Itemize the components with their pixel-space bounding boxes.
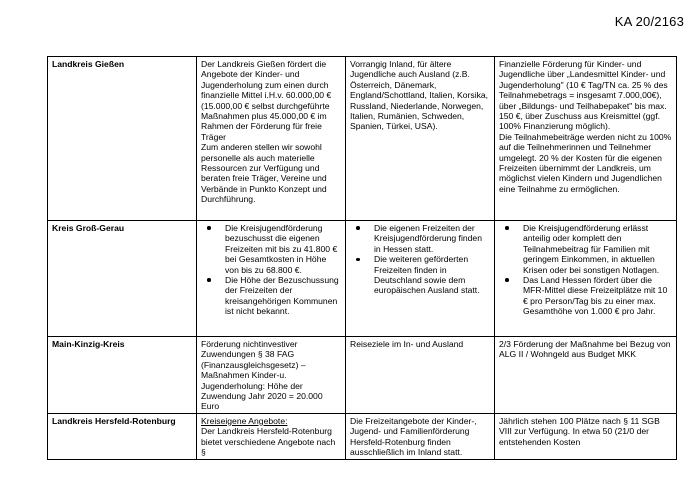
cell-text: Zum anderen stellen wir sowohl personelle als auch materielle Ressourcen zur Verfügung und beraten freie Träger, Vereine und Verbände in Punkto Konzept und Durchführung. <box>201 142 327 205</box>
list-item: Die Höhe der Bezuschussung der Freizeiten der kreisangehörigen Kommunen ist nicht bekannt. <box>219 275 341 317</box>
cell-heading: Kreiseigene Angebote: <box>201 415 288 426</box>
funding-cell <box>197 221 346 337</box>
bullet-list <box>201 223 341 317</box>
cell-text: Der Landkreis Gießen fördert die Angebote der Kinder- und Jugenderholung zum einen durch finanzielle Mittel i.H.v. 60.000,00 € (15.000,00 € selbst durchgeführte Maßnahmen plus 45.000,00 € im Rahmen der Förderung für freie Träger <box>201 59 332 142</box>
bullet-list <box>499 223 672 317</box>
funding-cell <box>197 413 346 459</box>
cell-text: Der Landkreis Hersfeld-Rotenburg bietet verschiedene Angebote nach § <box>201 426 336 458</box>
list-item: Die weiteren geförderten Freizeiten finden in Deutschland sowie dem europäischen Ausland statt. <box>368 254 490 296</box>
support-cell <box>495 221 677 337</box>
table-row <box>48 57 677 221</box>
destination-cell: Vorrangig Inland, für ältere Jugendliche auch Ausland (z.B. Österreich, Dänemark, England/Schottland, Italien, Korsika, Russland, Niederlande, Norwegen, Italien, Rumänien, Schweden, Spanien, Türkei, USA). <box>346 57 495 221</box>
destination-cell <box>346 221 495 337</box>
cell-text: Finanzielle Förderung für Kinder- und Jugendliche über „Landesmittel Kinder- und Jugenderholung" (10 € Tag/TN ca. 25 % des Teilnahmebetrags = insgesamt 7.000,00€), über „Bildungs- und Teilhabepaket" bis max. 150 €, über Zuschuss aus Kreismittel (ggf. 100% Finanzierung möglich). <box>499 59 668 132</box>
bullet-list <box>350 223 490 296</box>
list-item: Das Land Hessen fördert über die MFR-Mittel diese Freizeitplätze mit 10 € pro Person/Tag bis zu einer max. Gesamthöhe von 1.000 € pro Jahr. <box>517 275 672 317</box>
region-cell: Landkreis Hersfeld-Rotenburg <box>48 413 197 459</box>
table-row <box>48 337 677 414</box>
table-row <box>48 221 677 337</box>
funding-cell <box>197 57 346 221</box>
list-item: Die Kreisjugendförderung erlässt anteilig oder komplett den Teilnahmebeitrag für Familien mit geringem Einkommen, in aktuellen Krisen oder bei sonstigen Notlagen. <box>517 223 672 275</box>
support-cell: 2/3 Förderung der Maßnahme bei Bezug von ALG II / Wohngeld aus Budget MKK <box>495 337 677 414</box>
support-cell: Jährlich stehen 100 Plätze nach § 11 SGB VIII zur Verfügung. In etwa 50 (21/0 der entstehenden Kosten <box>495 413 677 459</box>
list-item: Die eigenen Freizeiten der Kreisjugendförderung finden in Hessen statt. <box>368 223 490 254</box>
cell-text: Die Teilnahmebeiträge werden nicht zu 100% auf die Teilnehmerinnen und Teilnehmer umgelegt. 20 % der Kosten für die eigenen Freizeiten übernimmt der Landkreis, um möglichst vielen Kindern und Jugendlichen eine Teilnahme zu ermöglichen. <box>499 131 672 194</box>
list-item: Die Kreisjugendförderung bezuschusst die eigenen Freizeiten mit bis zu 41.800 € bei Gesamtkosten in Höhe von bis zu 68.800 €. <box>219 223 341 275</box>
table-row <box>48 413 677 459</box>
region-cell: Landkreis Gießen <box>48 57 197 221</box>
support-cell <box>495 57 677 221</box>
destination-cell: Die Freizeitangebote der Kinder-, Jugend- und Familienförderung Hersfeld-Rotenburg finden ausschließlich im Inland statt. <box>346 413 495 459</box>
region-cell: Main-Kinzig-Kreis <box>48 337 197 414</box>
destination-cell: Reiseziele im In- und Ausland <box>346 337 495 414</box>
funding-cell: Förderung nichtinvestiver Zuwendungen § 38 FAG (Finanzausgleichsgesetz) – Maßnahmen Kinder-u. Jugenderholung: Höhe der Zuwendung Jahr 2020 = 20.000 Euro <box>197 337 346 414</box>
document-id: KA 20/2163 <box>614 14 684 29</box>
region-cell: Kreis Groß-Gerau <box>48 221 197 337</box>
funding-table <box>47 56 677 460</box>
